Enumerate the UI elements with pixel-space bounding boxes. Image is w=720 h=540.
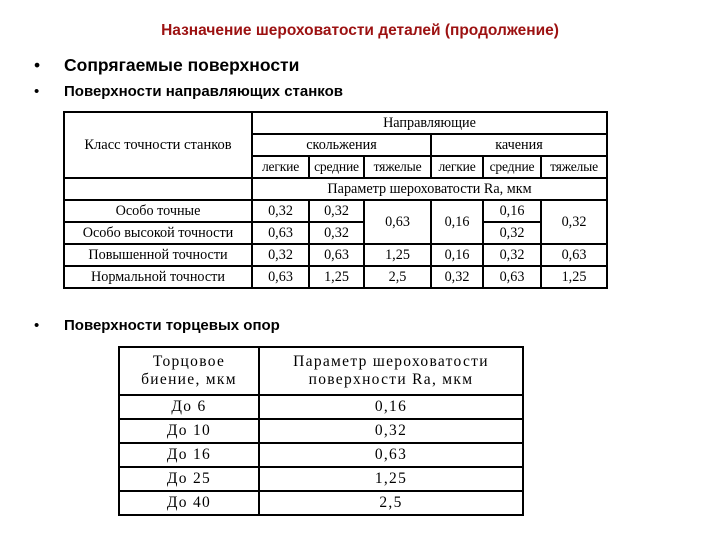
bullet-dot: • <box>34 55 41 75</box>
header-load-light: легкие <box>431 156 483 178</box>
cell-value: 0,32 <box>252 244 309 266</box>
ra-value: 0,63 <box>259 443 523 467</box>
table-row <box>64 266 607 288</box>
ra-value: 0,32 <box>259 419 523 443</box>
cell-value: 0,32 <box>252 200 309 222</box>
runout-value: До 25 <box>119 467 259 491</box>
cell-value: 0,63 <box>252 222 309 244</box>
header-roughness-param <box>259 347 523 395</box>
header-axial-runout <box>119 347 259 395</box>
ra-value: 0,16 <box>259 395 523 419</box>
bullet-text: Поверхности направляющих станков <box>64 83 343 100</box>
bullet-text: Поверхности торцевых опор <box>64 317 280 334</box>
table-row <box>119 395 523 419</box>
row-class: Особо точные <box>64 200 252 222</box>
header-load-heavy: тяжелые <box>364 156 431 178</box>
cell-value: 1,25 <box>309 266 364 288</box>
runout-value: До 10 <box>119 419 259 443</box>
cell-value: 0,32 <box>309 222 364 244</box>
table-row <box>119 419 523 443</box>
cell-value: 0,32 <box>541 200 607 244</box>
cell-value: 0,16 <box>431 200 483 244</box>
table-row <box>119 491 523 515</box>
cell-value: 1,25 <box>364 244 431 266</box>
table-row <box>64 244 607 266</box>
runout-value: До 6 <box>119 395 259 419</box>
cell-value: 0,63 <box>252 266 309 288</box>
runout-value: До 40 <box>119 491 259 515</box>
table-row <box>64 200 607 222</box>
table-row <box>119 443 523 467</box>
cell-value: 0,63 <box>309 244 364 266</box>
cell-value: 0,63 <box>483 266 541 288</box>
cell-value: 1,25 <box>541 266 607 288</box>
header-machine-class: Класс точности станков <box>64 112 252 178</box>
cell-value: 0,32 <box>431 266 483 288</box>
header-line: Параметр шероховатости <box>293 353 489 371</box>
row-class: Повышенной точности <box>64 244 252 266</box>
header-line: поверхности Ra, мкм <box>308 371 474 388</box>
cell-value: 0,32 <box>483 222 541 244</box>
slide-title: Назначение шероховатости деталей (продолжение) <box>161 22 559 39</box>
header-load-light: легкие <box>252 156 309 178</box>
ra-value: 2,5 <box>259 491 523 515</box>
header-line: биение, мкм <box>141 371 237 388</box>
thrust-roughness-table <box>118 346 524 516</box>
header-roughness-param: Параметр шероховатости Ra, мкм <box>252 178 607 200</box>
bullet-text: Сопрягаемые поверхности <box>64 55 300 75</box>
cell-value: 0,63 <box>364 200 431 244</box>
header-guides: Направляющие <box>252 112 607 134</box>
cell-value: 0,32 <box>483 244 541 266</box>
row-class: Нормальной точности <box>64 266 252 288</box>
blank-cell <box>64 178 252 200</box>
cell-value: 0,16 <box>431 244 483 266</box>
runout-value: До 16 <box>119 443 259 467</box>
bullet-dot: • <box>34 317 40 334</box>
cell-value: 0,63 <box>541 244 607 266</box>
table-row <box>119 467 523 491</box>
ra-value: 1,25 <box>259 467 523 491</box>
table-row <box>64 222 607 244</box>
bullet-dot: • <box>34 83 40 100</box>
header-load-heavy: тяжелые <box>541 156 607 178</box>
header-load-medium: средние <box>309 156 364 178</box>
cell-value: 2,5 <box>364 266 431 288</box>
guides-roughness-table <box>63 111 608 289</box>
header-line: Торцовое <box>152 353 226 371</box>
header-sliding: скольжения <box>252 134 431 156</box>
cell-value: 0,16 <box>483 200 541 222</box>
header-load-medium: средние <box>483 156 541 178</box>
header-rolling: качения <box>431 134 607 156</box>
cell-value: 0,32 <box>309 200 364 222</box>
row-class: Особо высокой точности <box>64 222 252 244</box>
